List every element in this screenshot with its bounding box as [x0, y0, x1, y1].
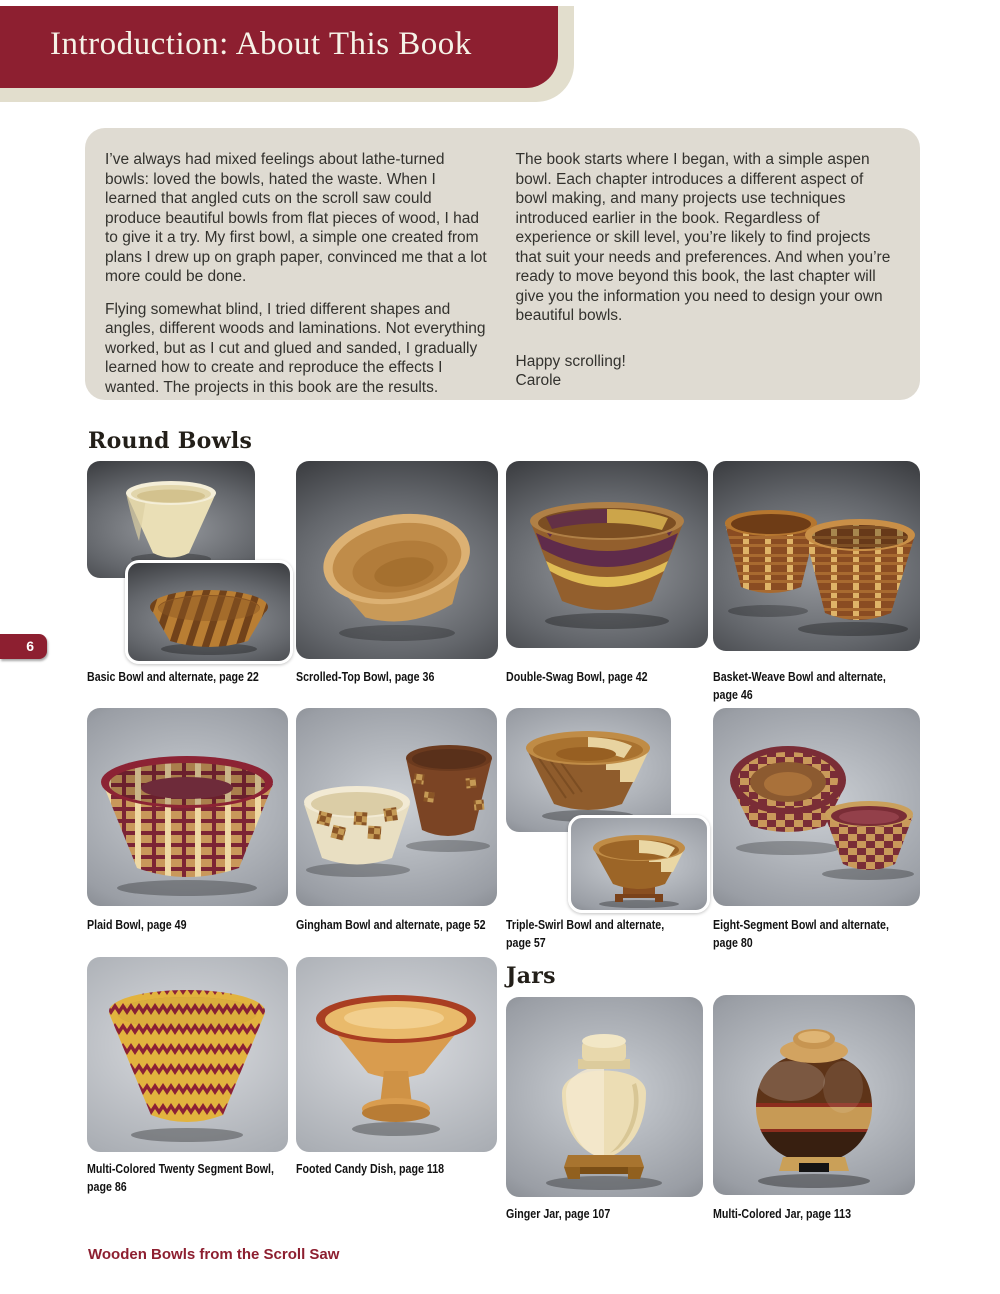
plaid-bowl-photo [87, 708, 288, 906]
eight-segment-bowl-photo [713, 708, 920, 906]
scrolled-top-bowl-illustration [296, 461, 498, 659]
triple-swirl-bowl-photo [506, 708, 671, 832]
multi-colored-jar-photo [713, 995, 915, 1195]
caption-line: Basic Bowl and alternate, page 22 [87, 669, 259, 684]
basket-weave-bowl-photo [713, 461, 920, 651]
caption-line: Basket-Weave Bowl and alternate, [713, 669, 886, 684]
triple-swirl-alternate-photo [568, 815, 710, 913]
caption-line: Footed Candy Dish, page 118 [296, 1161, 445, 1176]
gingham-bowl-photo [296, 708, 497, 906]
multi-colored-twenty-segment-bowl-photo [87, 957, 288, 1152]
basic-bowl-alternate-photo [125, 560, 293, 664]
caption-multi-colored-twenty-segment-bowl [87, 1160, 274, 1196]
ginger-jar-photo [506, 997, 703, 1197]
caption-line: page 86 [87, 1179, 127, 1194]
footer-book-title: Wooden Bowls from the Scroll Saw [88, 1246, 340, 1263]
caption-scrolled-top-bowl [296, 668, 434, 686]
triple-swirl-footed-illustration [571, 818, 707, 910]
caption-eight-segment-bowl [713, 916, 889, 952]
section-heading-round-bowls: Round Bowls [88, 428, 253, 454]
caption-line: page 57 [506, 935, 546, 950]
caption-multi-colored-jar [713, 1205, 851, 1223]
gingham-bowl-illustration [296, 708, 497, 906]
ginger-jar-illustration [506, 997, 703, 1197]
page-title: Introduction: About This Book [50, 26, 472, 62]
intro-paragraph: The book starts where I began, with a simple aspen bowl. Each chapter introduces a different aspect of bowl making, and many projects use techniques introduced earlier in the book. Regardless of experience or skill level, you’re likely to find projects that suit your needs and preferences. And when you’re ready to move beyond this book, the last chapter will give you the information you need to design your own beautiful bowls. [515, 151, 891, 324]
eight-segment-bowl-illustration [713, 708, 920, 906]
multi-colored-jar-illustration [713, 995, 915, 1195]
zigzag-bowl-illustration [87, 957, 288, 1152]
caption-line: Ginger Jar, page 107 [506, 1206, 611, 1221]
caption-line: Eight-Segment Bowl and alternate, [713, 917, 889, 932]
caption-line: Plaid Bowl, page 49 [87, 917, 187, 932]
intro-paragraph: I’ve always had mixed feelings about lathe-turned bowls: loved the bowls, hated the waste. When I learned that angled cuts on the scroll saw could produce beautiful bowls from flat pieces of wood, I had to give it a try. My first bowl, a simple one created from plans I drew up on graph paper, convinced me that a lot more could be done. [105, 151, 487, 285]
signoff [516, 352, 899, 391]
double-swag-bowl-photo [506, 461, 708, 648]
caption-ginger-jar [506, 1205, 610, 1223]
caption-basic-bowl [87, 668, 259, 686]
caption-triple-swirl-bowl [506, 916, 664, 952]
plaid-bowl-illustration [87, 708, 288, 906]
caption-line: Triple-Swirl Bowl and alternate, [506, 917, 665, 932]
page-number-tab: 6 [0, 634, 47, 659]
caption-plaid-bowl [87, 916, 187, 934]
section-heading-jars: Jars [506, 963, 556, 989]
footed-candy-dish-illustration [296, 957, 497, 1152]
signoff-line: Carole [515, 372, 562, 389]
intro-panel [85, 128, 920, 400]
zebrawood-bowl-illustration [128, 563, 290, 661]
caption-line: page 46 [713, 687, 753, 702]
caption-basket-weave-bowl [713, 668, 886, 704]
caption-line: Multi-Colored Twenty Segment Bowl, [87, 1161, 274, 1176]
triple-swirl-bowl-illustration [506, 708, 671, 832]
intro-paragraph: Flying somewhat blind, I tried different shapes and angles, different woods and laminations. Not everything worked, but as I cut and glued and sanded, I gradually learned how to create and reproduce the effects I wanted. The projects in this book are the results. [105, 300, 486, 396]
signoff-line: Happy scrolling! [515, 352, 626, 370]
basket-weave-bowl-illustration [713, 461, 920, 651]
caption-double-swag-bowl [506, 668, 648, 686]
caption-line: page 80 [713, 935, 753, 950]
scrolled-top-bowl-photo [296, 461, 498, 659]
caption-gingham-bowl [296, 916, 486, 934]
caption-line: Double-Swag Bowl, page 42 [506, 669, 648, 684]
caption-line: Gingham Bowl and alternate, page 52 [296, 917, 486, 932]
caption-footed-candy-dish [296, 1160, 444, 1178]
intro-right-column [516, 150, 899, 400]
footed-candy-dish-photo [296, 957, 497, 1152]
caption-line: Multi-Colored Jar, page 113 [713, 1206, 852, 1221]
caption-line: Scrolled-Top Bowl, page 36 [296, 669, 435, 684]
double-swag-bowl-illustration [506, 461, 708, 648]
intro-left-column [105, 150, 488, 400]
